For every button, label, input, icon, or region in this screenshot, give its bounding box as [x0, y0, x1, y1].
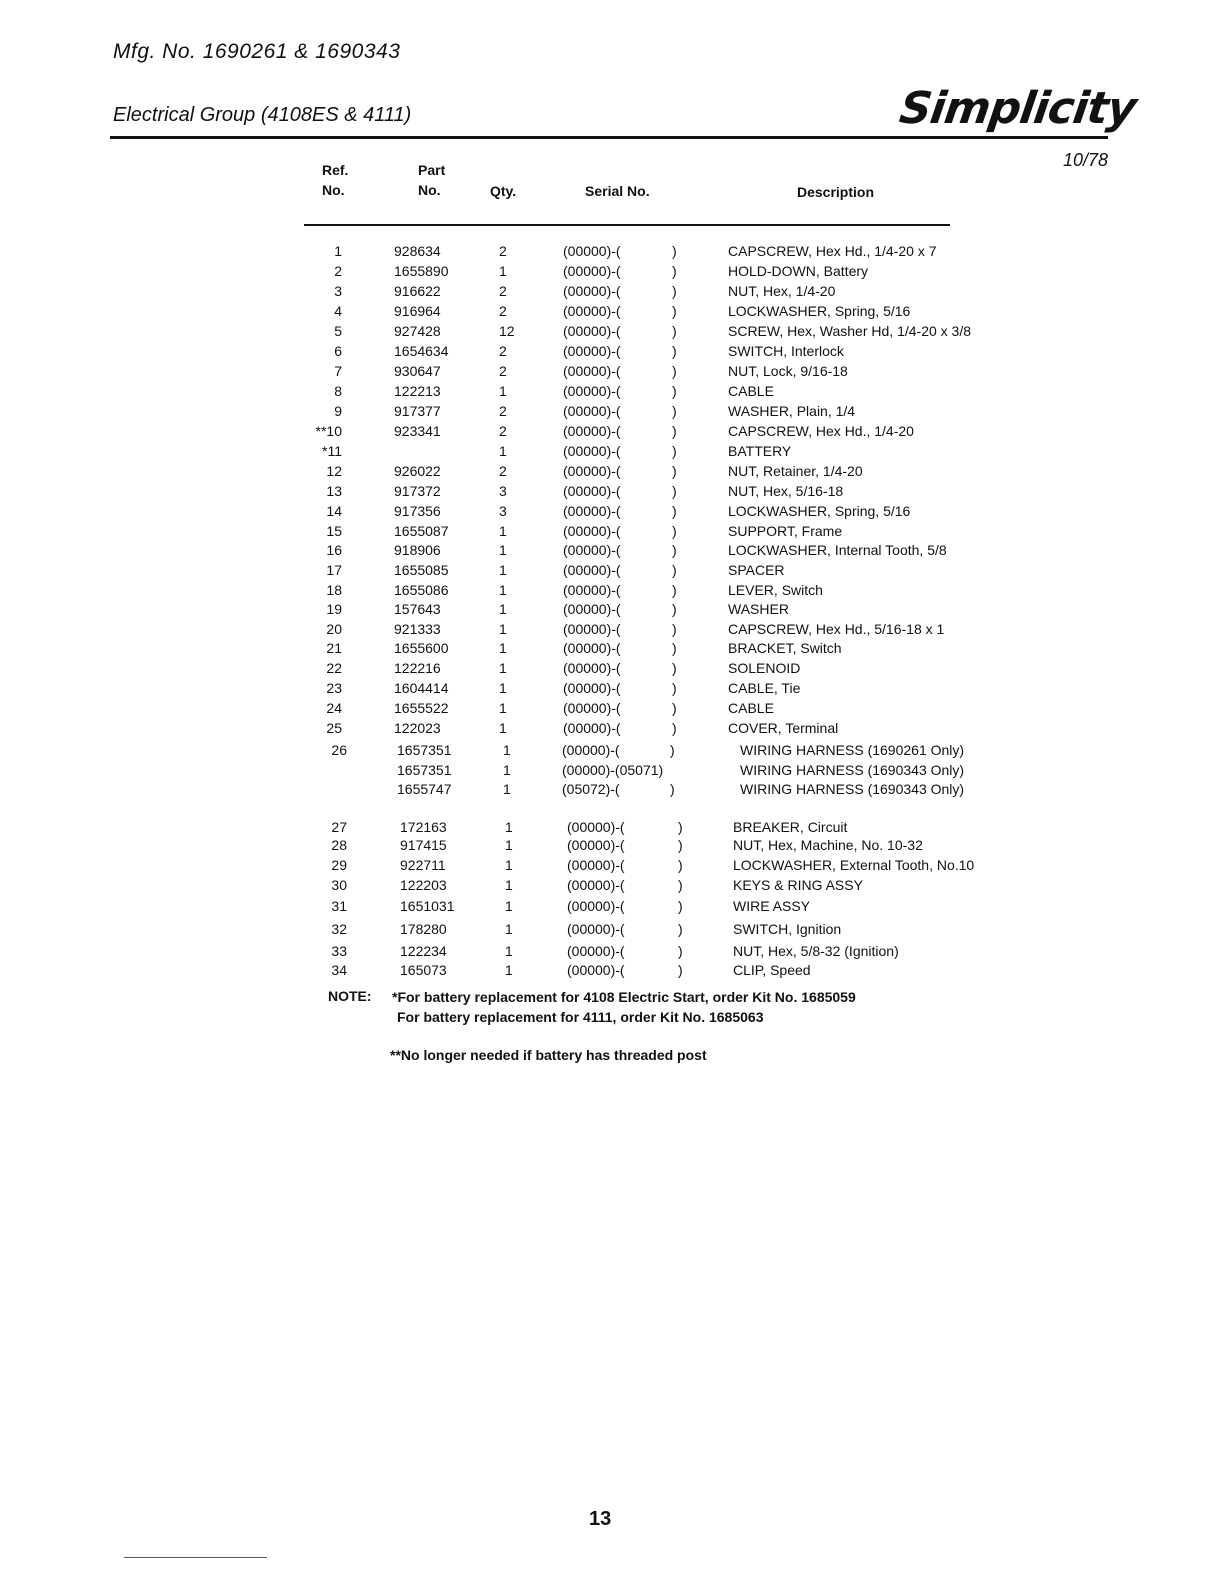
part-number-cell: 927428: [394, 323, 441, 339]
table-row: [0, 941, 1224, 961]
description-cell: NUT, Retainer, 1/4-20: [728, 463, 863, 479]
serial-cell: (00000)-(: [567, 857, 625, 873]
serial-cell: (00000)-(: [567, 962, 625, 978]
col-serial-header: Serial No.: [585, 183, 650, 199]
serial-cell: (00000)-(: [563, 343, 621, 359]
part-number-cell: 928634: [394, 243, 441, 259]
part-number-cell: 122216: [394, 660, 441, 676]
serial-cell: (00000)-(: [563, 483, 621, 499]
serial-end-cell: ): [678, 877, 683, 893]
part-number-cell: 1651031: [400, 898, 455, 914]
col-ref-top: Ref.: [322, 162, 349, 178]
serial-end-cell: ): [672, 542, 677, 558]
serial-end-cell: ): [678, 921, 683, 937]
serial-end-cell: ): [672, 582, 677, 598]
serial-cell: (00000)-(: [563, 403, 621, 419]
part-number-cell: 1604414: [394, 680, 449, 696]
part-number-cell: 917415: [400, 837, 447, 853]
col-part-top: Part: [418, 162, 446, 178]
serial-cell: (00000)-(: [563, 720, 621, 736]
qty-cell: 2: [499, 423, 507, 439]
part-number-cell: 921333: [394, 621, 441, 637]
table-row: [0, 261, 1224, 281]
qty-cell: 2: [499, 283, 507, 299]
qty-cell: 3: [499, 503, 507, 519]
table-row: [0, 919, 1224, 939]
table-row: [0, 321, 1224, 341]
part-number-cell: 1657351: [397, 742, 452, 758]
table-row: [0, 678, 1224, 698]
description-cell: CABLE: [728, 383, 774, 399]
part-number-cell: 917372: [394, 483, 441, 499]
col-part-header: [418, 160, 445, 200]
ref-cell: 15: [326, 523, 342, 539]
table-row: [0, 760, 1224, 780]
part-number-cell: 1655085: [394, 562, 449, 578]
qty-cell: 1: [505, 898, 513, 914]
description-cell: SCREW, Hex, Washer Hd, 1/4-20 x 3/8: [728, 323, 972, 339]
table-row: [0, 835, 1224, 855]
qty-cell: 1: [499, 263, 507, 279]
part-number-cell: 178280: [400, 921, 447, 937]
serial-cell: (00000)-(: [563, 443, 621, 459]
serial-end-cell: ): [678, 857, 683, 873]
description-cell: CAPSCREW, Hex Hd., 1/4-20: [728, 423, 914, 439]
serial-cell: (00000)-(: [567, 877, 625, 893]
qty-cell: 2: [499, 303, 507, 319]
serial-cell: (00000)-(: [563, 363, 621, 379]
serial-end-cell: ): [678, 962, 683, 978]
col-part-bottom: No.: [418, 182, 441, 198]
table-row: [0, 698, 1224, 718]
serial-end-cell: ): [672, 283, 677, 299]
part-number-cell: 1655522: [394, 700, 449, 716]
part-number-cell: 1657351: [397, 762, 452, 778]
part-number-cell: 122203: [400, 877, 447, 893]
description-cell: SUPPORT, Frame: [728, 523, 843, 539]
ref-cell: 7: [334, 363, 342, 379]
ref-cell: 3: [334, 283, 342, 299]
serial-cell: (00000)-(: [567, 921, 625, 937]
serial-end-cell: ): [672, 503, 677, 519]
qty-cell: 1: [505, 837, 513, 853]
revision-date: 10/78: [1062, 150, 1108, 170]
part-number-cell: 122213: [394, 383, 441, 399]
description-cell: NUT, Hex, 1/4-20: [728, 283, 836, 299]
table-row: [0, 658, 1224, 678]
description-cell: BATTERY: [728, 443, 792, 459]
serial-end-cell: ): [672, 601, 677, 617]
qty-cell: 1: [499, 542, 507, 558]
qty-cell: 2: [499, 363, 507, 379]
qty-cell: 1: [499, 621, 507, 637]
description-cell: SWITCH, Ignition: [733, 921, 842, 937]
col-description-header: Description: [797, 184, 875, 200]
col-ref-bottom: No.: [322, 182, 345, 198]
ref-cell: 25: [326, 720, 342, 736]
table-row: [0, 421, 1224, 441]
serial-end-cell: ): [672, 243, 677, 259]
qty-cell: 1: [499, 443, 507, 459]
ref-cell: 34: [331, 962, 347, 978]
description-cell: HOLD-DOWN, Battery: [728, 263, 869, 279]
ref-cell: 1: [334, 243, 342, 259]
ref-cell: 24: [326, 700, 342, 716]
qty-cell: 2: [499, 463, 507, 479]
serial-end-cell: ): [672, 343, 677, 359]
ref-cell: 27: [331, 819, 347, 835]
note-label: NOTE:: [328, 988, 372, 1004]
serial-end-cell: ): [672, 303, 677, 319]
part-number-cell: 922711: [400, 857, 446, 873]
part-number-cell: 918906: [394, 542, 441, 558]
group-title: Electrical Group (4108ES & 4111): [113, 104, 412, 126]
qty-cell: 2: [499, 403, 507, 419]
table-row: [0, 580, 1224, 600]
serial-end-cell: ): [672, 660, 677, 676]
qty-cell: 1: [499, 601, 507, 617]
part-number-cell: 122234: [400, 943, 447, 959]
description-cell: CABLE, Tie: [728, 680, 801, 696]
ref-cell: 22: [326, 660, 342, 676]
part-number-cell: 917377: [394, 403, 441, 419]
description-cell: KEYS & RING ASSY: [733, 877, 863, 893]
description-cell: SWITCH, Interlock: [728, 343, 844, 359]
qty-cell: 1: [505, 877, 513, 893]
note-line-1: *For battery replacement for 4108 Electric Start, order Kit No. 1685059: [392, 989, 856, 1005]
serial-end-cell: ): [672, 640, 677, 656]
brand-logo: Simplicity: [896, 83, 1139, 134]
qty-cell: 2: [499, 243, 507, 259]
description-cell: CAPSCREW, Hex Hd., 1/4-20 x 7: [728, 243, 937, 259]
part-number-cell: 157643: [394, 601, 441, 617]
qty-cell: 1: [505, 921, 513, 937]
part-number-cell: 916622: [394, 283, 441, 299]
note-line-3: **No longer needed if battery has threaded post: [390, 1047, 707, 1063]
table-row: [0, 401, 1224, 421]
serial-end-cell: ): [672, 443, 677, 459]
footer-line: [124, 1557, 267, 1558]
table-row: [0, 341, 1224, 361]
qty-cell: 1: [499, 680, 507, 696]
qty-cell: 1: [499, 700, 507, 716]
ref-cell: 13: [326, 483, 342, 499]
table-row: [0, 441, 1224, 461]
part-number-cell: 122023: [394, 720, 441, 736]
serial-cell: (00000)-(: [563, 243, 621, 259]
part-number-cell: 916964: [394, 303, 441, 319]
table-row: [0, 361, 1224, 381]
table-row: [0, 560, 1224, 580]
serial-end-cell: ): [672, 363, 677, 379]
ref-cell: 18: [326, 582, 342, 598]
ref-cell: 29: [331, 857, 347, 873]
part-number-cell: 1654634: [394, 343, 449, 359]
serial-cell: (00000)-(: [563, 383, 621, 399]
description-cell: LOCKWASHER, External Tooth, No.10: [733, 857, 975, 873]
serial-end-cell: ): [678, 837, 683, 853]
ref-cell: 23: [326, 680, 342, 696]
ref-cell: 32: [331, 921, 347, 937]
ref-cell: 33: [331, 943, 347, 959]
table-row: [0, 281, 1224, 301]
description-cell: LOCKWASHER, Spring, 5/16: [728, 503, 911, 519]
description-cell: NUT, Hex, Machine, No. 10-32: [733, 837, 923, 853]
ref-cell: 17: [326, 562, 342, 578]
table-header-rule: [304, 224, 950, 226]
ref-cell: 21: [326, 640, 342, 656]
serial-cell: (00000)-(: [563, 463, 621, 479]
ref-cell: 9: [334, 403, 342, 419]
description-cell: CABLE: [728, 700, 774, 716]
ref-cell: 31: [331, 898, 347, 914]
serial-cell: (00000)-(: [563, 523, 621, 539]
ref-cell: 20: [326, 621, 342, 637]
table-row: [0, 817, 1224, 837]
serial-cell: (00000)-(: [563, 503, 621, 519]
serial-cell: (00000)-(: [563, 640, 621, 656]
serial-cell: (05072)-(: [562, 781, 620, 797]
ref-cell: 12: [326, 463, 342, 479]
description-cell: LOCKWASHER, Internal Tooth, 5/8: [728, 542, 947, 558]
ref-cell: 2: [334, 263, 342, 279]
description-cell: WIRING HARNESS (1690343 Only): [740, 762, 965, 778]
qty-cell: 1: [499, 582, 507, 598]
description-cell: LEVER, Switch: [728, 582, 823, 598]
qty-cell: 1: [503, 742, 511, 758]
serial-end-cell: ): [678, 819, 683, 835]
ref-cell: **10: [315, 423, 342, 439]
header-rule: [110, 136, 1108, 139]
description-cell: SOLENOID: [728, 660, 801, 676]
description-cell: SPACER: [728, 562, 785, 578]
serial-end-cell: ): [678, 943, 683, 959]
description-cell: CAPSCREW, Hex Hd., 5/16-18 x 1: [728, 621, 945, 637]
description-cell: WIRING HARNESS (1690343 Only): [740, 781, 965, 797]
description-cell: COVER, Terminal: [728, 720, 839, 736]
ref-cell: 6: [334, 343, 342, 359]
serial-cell: (00000)-(: [563, 542, 621, 558]
serial-end-cell: ): [672, 700, 677, 716]
ref-cell: 5: [334, 323, 342, 339]
serial-end-cell: ): [672, 263, 677, 279]
qty-cell: 1: [499, 640, 507, 656]
serial-cell: (00000)-(: [563, 323, 621, 339]
qty-cell: 1: [499, 383, 507, 399]
qty-cell: 2: [499, 343, 507, 359]
qty-cell: 1: [505, 962, 513, 978]
serial-cell: (00000)-(05071): [562, 762, 664, 778]
table-row: [0, 481, 1224, 501]
qty-cell: 1: [499, 660, 507, 676]
serial-cell: (00000)-(: [563, 660, 621, 676]
serial-cell: (00000)-(: [567, 943, 625, 959]
serial-end-cell: ): [672, 403, 677, 419]
ref-cell: 14: [326, 503, 342, 519]
table-row: [0, 540, 1224, 560]
ref-cell: 26: [331, 742, 347, 758]
page-number: 13: [589, 1508, 612, 1530]
serial-end-cell: ): [672, 523, 677, 539]
table-row: [0, 241, 1224, 261]
qty-cell: 1: [503, 762, 511, 778]
serial-end-cell: ): [672, 720, 677, 736]
table-row: [0, 638, 1224, 658]
ref-cell: 19: [326, 601, 342, 617]
serial-cell: (00000)-(: [563, 621, 621, 637]
serial-cell: (00000)-(: [563, 562, 621, 578]
part-number-cell: 172163: [400, 819, 447, 835]
qty-cell: 1: [505, 943, 513, 959]
serial-cell: (00000)-(: [563, 303, 621, 319]
serial-cell: (00000)-(: [567, 819, 625, 835]
mfg-number: Mfg. No. 1690261 & 1690343: [113, 40, 401, 63]
part-number-cell: 1655086: [394, 582, 449, 598]
part-number-cell: 165073: [400, 962, 447, 978]
table-row: [0, 599, 1224, 619]
qty-cell: 1: [499, 523, 507, 539]
table-row: [0, 960, 1224, 980]
description-cell: WASHER: [728, 601, 789, 617]
part-number-cell: 926022: [394, 463, 441, 479]
part-number-cell: 1655600: [394, 640, 449, 656]
table-row: [0, 896, 1224, 916]
ref-cell: 4: [334, 303, 342, 319]
description-cell: NUT, Hex, 5/8-32 (Ignition): [733, 943, 899, 959]
serial-end-cell: ): [672, 483, 677, 499]
serial-cell: (00000)-(: [563, 582, 621, 598]
qty-cell: 12: [499, 323, 515, 339]
serial-end-cell: ): [672, 463, 677, 479]
table-row: [0, 779, 1224, 799]
serial-cell: (00000)-(: [563, 680, 621, 696]
ref-cell: 28: [331, 837, 347, 853]
serial-end-cell: ): [672, 423, 677, 439]
table-row: [0, 875, 1224, 895]
serial-end-cell: ): [672, 323, 677, 339]
serial-end-cell: ): [672, 383, 677, 399]
table-row: [0, 740, 1224, 760]
qty-cell: 1: [499, 562, 507, 578]
table-row: [0, 381, 1224, 401]
table-row: [0, 501, 1224, 521]
table-row: [0, 718, 1224, 738]
qty-cell: 3: [499, 483, 507, 499]
serial-cell: (00000)-(: [567, 837, 625, 853]
table-row: [0, 521, 1224, 541]
serial-cell: (00000)-(: [563, 700, 621, 716]
serial-cell: (00000)-(: [563, 283, 621, 299]
serial-end-cell: ): [670, 781, 675, 797]
serial-end-cell: ): [672, 680, 677, 696]
part-number-cell: 1655087: [394, 523, 449, 539]
table-row: [0, 855, 1224, 875]
description-cell: WIRING HARNESS (1690261 Only): [740, 742, 965, 758]
table-row: [0, 301, 1224, 321]
qty-cell: 1: [505, 857, 513, 873]
description-cell: WASHER, Plain, 1/4: [728, 403, 856, 419]
table-row: [0, 461, 1224, 481]
description-cell: WIRE ASSY: [733, 898, 811, 914]
serial-cell: (00000)-(: [563, 423, 621, 439]
serial-end-cell: ): [670, 742, 675, 758]
description-cell: LOCKWASHER, Spring, 5/16: [728, 303, 911, 319]
part-number-cell: 930647: [394, 363, 441, 379]
serial-cell: (00000)-(: [567, 898, 625, 914]
serial-cell: (00000)-(: [563, 263, 621, 279]
serial-cell: (00000)-(: [563, 601, 621, 617]
description-cell: CLIP, Speed: [733, 962, 811, 978]
part-number-cell: 917356: [394, 503, 441, 519]
serial-end-cell: ): [678, 898, 683, 914]
qty-cell: 1: [505, 819, 513, 835]
description-cell: BREAKER, Circuit: [733, 819, 848, 835]
part-number-cell: 1655747: [397, 781, 452, 797]
ref-cell: 8: [334, 383, 342, 399]
note-line-2: For battery replacement for 4111, order Kit No. 1685063: [397, 1009, 764, 1025]
description-cell: NUT, Lock, 9/16-18: [728, 363, 848, 379]
description-cell: BRACKET, Switch: [728, 640, 842, 656]
qty-cell: 1: [503, 781, 511, 797]
serial-end-cell: ): [672, 562, 677, 578]
serial-cell: (00000)-(: [562, 742, 620, 758]
serial-end-cell: ): [672, 621, 677, 637]
description-cell: NUT, Hex, 5/16-18: [728, 483, 844, 499]
part-number-cell: 923341: [394, 423, 441, 439]
ref-cell: *11: [322, 443, 342, 459]
col-qty-header: Qty.: [490, 183, 517, 199]
ref-cell: 16: [326, 542, 342, 558]
table-row: [0, 619, 1224, 639]
col-ref-header: [322, 160, 348, 200]
part-number-cell: 1655890: [394, 263, 449, 279]
ref-cell: 30: [331, 877, 347, 893]
qty-cell: 1: [499, 720, 507, 736]
